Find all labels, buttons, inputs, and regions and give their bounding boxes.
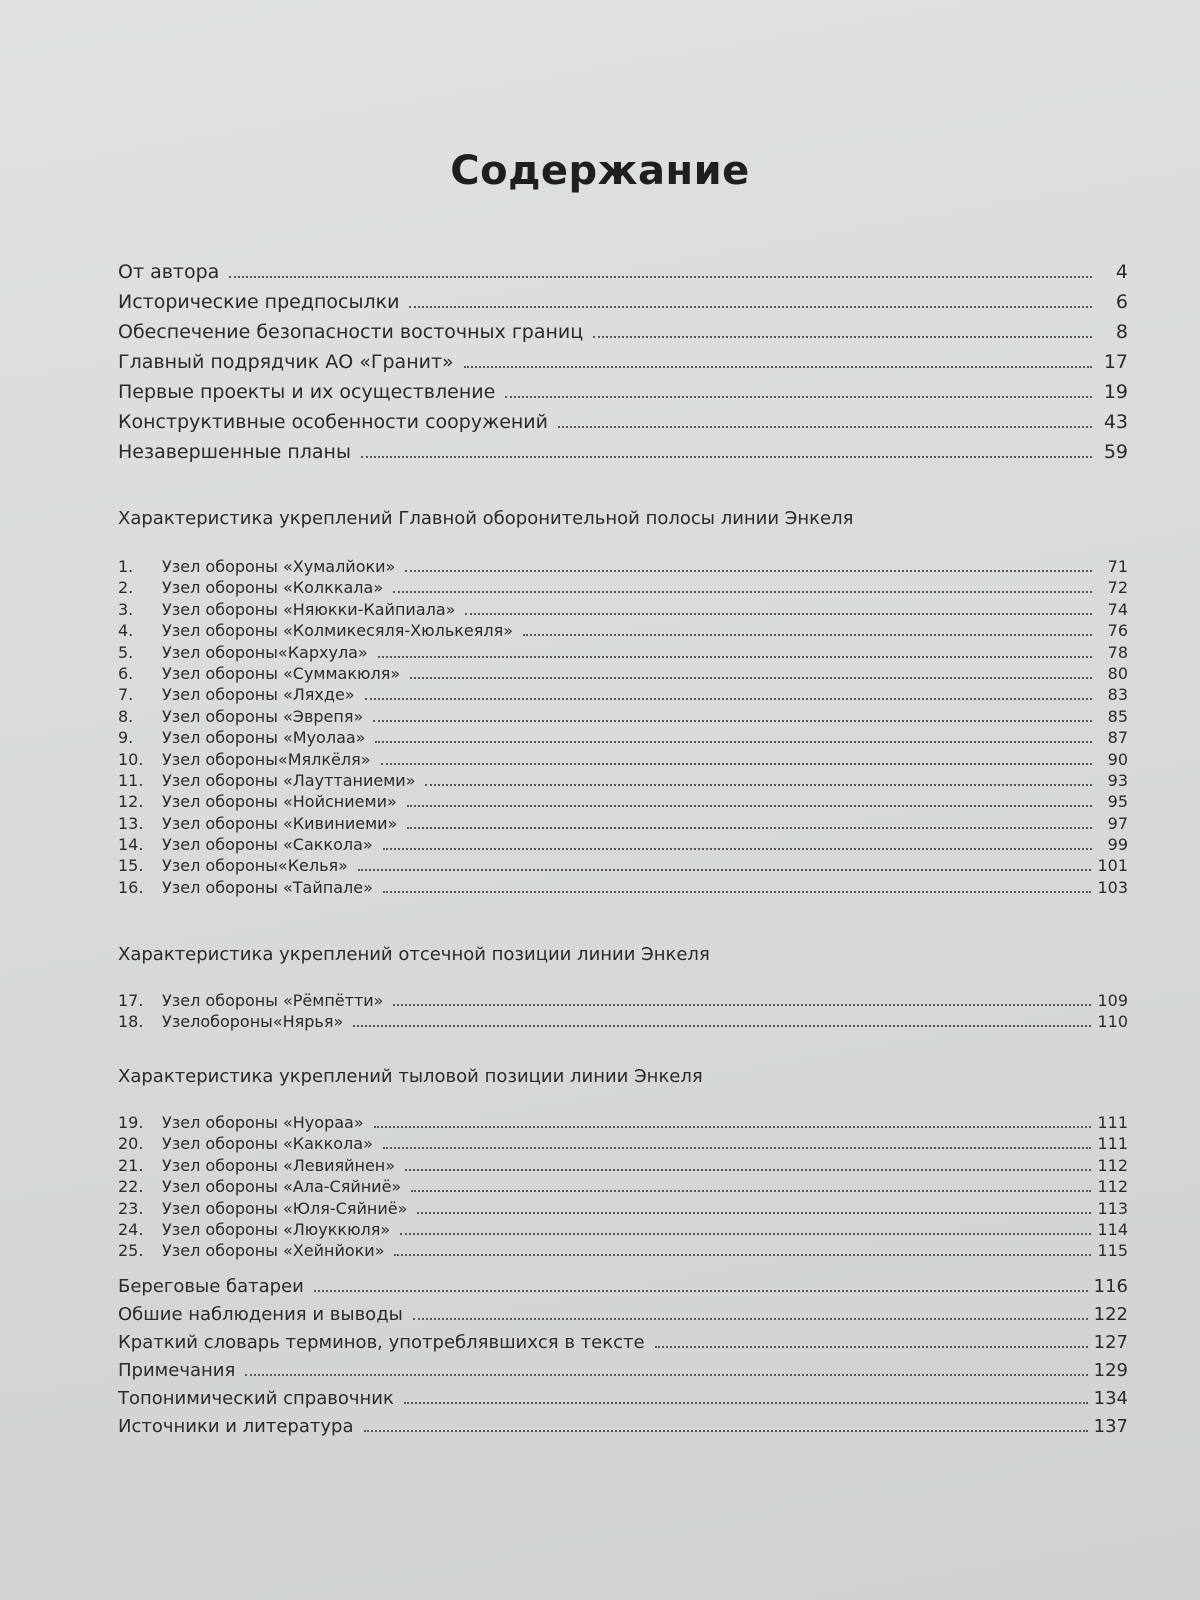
toc-entry-page: 97 xyxy=(1107,813,1128,833)
toc-entry-page: 134 xyxy=(1093,1388,1128,1409)
section-heading: Характеристика укреплений отсечной позиции линии Энкеля xyxy=(118,944,710,965)
dot-leader xyxy=(464,365,1092,368)
dot-leader xyxy=(374,1125,1092,1128)
dot-leader xyxy=(383,890,1092,893)
toc-entry-number: 18. xyxy=(118,1012,144,1032)
toc-entry-label: Узел обороны«Мялкёля» xyxy=(162,749,371,769)
page-title: Содержание xyxy=(450,148,750,194)
toc-entry-number: 5. xyxy=(118,642,134,662)
toc-entry-label: Главный подрядчик АО «Гранит» xyxy=(118,351,454,373)
toc-entry-number: 2. xyxy=(118,578,134,598)
toc-entry-label: Узел обороны «Нуораа» xyxy=(162,1113,364,1132)
toc-entry-page: 76 xyxy=(1107,621,1128,641)
toc-entry-label: Узел обороны «Левияйнен» xyxy=(162,1155,396,1175)
toc-entry-label: Узел обороны «Муолаа» xyxy=(162,728,366,748)
toc-entry-number: 1. xyxy=(118,557,134,576)
toc-entry-number: 3. xyxy=(118,599,134,619)
dot-leader xyxy=(410,676,1092,679)
toc-entry-page: 6 xyxy=(1115,291,1128,313)
toc-entry-page: 83 xyxy=(1107,685,1128,705)
toc-entry-label: Конструктивные особенности сооружений xyxy=(118,411,548,433)
dot-leader xyxy=(375,740,1092,743)
toc-entry-number: 15. xyxy=(118,856,144,876)
toc-entry-page: 17 xyxy=(1103,351,1128,373)
toc-intro-list xyxy=(118,257,1128,467)
toc-entry-page: 127 xyxy=(1093,1332,1128,1353)
toc-entry-label: Источники и литература xyxy=(118,1416,354,1437)
toc-entry-label: Узел обороны «Люуккюля» xyxy=(162,1219,391,1239)
dot-leader xyxy=(373,719,1092,722)
toc-entry-number: 13. xyxy=(118,813,144,833)
toc-entry-number: 9. xyxy=(118,728,134,748)
toc-entry-page: 137 xyxy=(1093,1416,1128,1437)
toc-entry xyxy=(118,1133,1128,1154)
toc-entry xyxy=(118,990,1128,1011)
toc-entry-label: Краткий словарь терминов, употреблявшихся в тексте xyxy=(118,1332,645,1353)
dot-leader xyxy=(393,590,1092,593)
toc-entry-label: Обеспечение безопасности восточных границ xyxy=(118,321,584,343)
toc-entry-number: 11. xyxy=(118,770,144,790)
toc-entry-number: 19. xyxy=(118,1113,144,1132)
toc-entry xyxy=(118,684,1128,705)
toc-entry xyxy=(118,834,1128,855)
dot-leader xyxy=(413,1317,1088,1320)
dot-leader xyxy=(417,1211,1091,1214)
dot-leader xyxy=(404,1401,1088,1404)
toc-entry xyxy=(118,1240,1128,1261)
toc-entry-number: 20. xyxy=(118,1134,144,1154)
toc-entry-number: 8. xyxy=(118,706,134,726)
toc-entry xyxy=(118,1011,1128,1032)
toc-entry-number: 24. xyxy=(118,1219,144,1239)
toc-entry-label: Узел обороны «Тайпале» xyxy=(162,877,373,897)
toc-entry xyxy=(118,1198,1128,1219)
toc-entry-label: Узел обороны «Колккала» xyxy=(162,578,384,598)
toc-entry-page: 110 xyxy=(1097,1012,1128,1032)
dot-leader xyxy=(409,305,1092,308)
toc-entry xyxy=(118,1413,1128,1441)
dot-leader xyxy=(364,1429,1088,1432)
dot-leader xyxy=(505,395,1092,398)
toc-entry-label: Узел обороны«Келья» xyxy=(162,856,348,876)
toc-entry xyxy=(118,1176,1128,1197)
toc-entry-label: От автора xyxy=(118,261,220,283)
dot-leader xyxy=(407,826,1092,829)
dot-leader xyxy=(383,847,1092,850)
toc-entry xyxy=(118,347,1128,377)
toc-entry-page: 99 xyxy=(1107,835,1128,855)
toc-entry-label: Узел обороны «Саккола» xyxy=(162,835,373,855)
dot-leader xyxy=(365,697,1092,700)
toc-entry xyxy=(118,855,1128,876)
toc-entry-number: 22. xyxy=(118,1177,144,1197)
toc-entry-page: 114 xyxy=(1097,1219,1128,1239)
toc-entry xyxy=(118,749,1128,770)
toc-entry-page: 129 xyxy=(1093,1360,1128,1381)
toc-entry-label: Узел обороны«Кархула» xyxy=(162,642,368,662)
toc-entry-label: Узел обороны «Рёмпётти» xyxy=(162,991,384,1010)
toc-section-rear-list xyxy=(118,1112,1128,1262)
toc-entry-number: 23. xyxy=(118,1198,144,1218)
toc-entry-page: 109 xyxy=(1097,991,1128,1010)
toc-entry-page: 113 xyxy=(1097,1198,1128,1218)
toc-entry-number: 7. xyxy=(118,685,134,705)
dot-leader xyxy=(393,1003,1091,1006)
toc-entry xyxy=(118,257,1128,287)
toc-section-main-list xyxy=(118,556,1128,898)
toc-entry xyxy=(118,556,1128,577)
toc-entry-page: 93 xyxy=(1107,770,1128,790)
dot-leader xyxy=(405,569,1092,572)
dot-leader xyxy=(407,804,1092,807)
toc-entry-label: Исторические предпосылки xyxy=(118,291,400,313)
toc-entry xyxy=(118,791,1128,812)
toc-entry-label: Незавершенные планы xyxy=(118,441,351,463)
toc-entry-page: 19 xyxy=(1103,381,1128,403)
toc-entry-label: Узел обороны «Ляхде» xyxy=(162,685,355,705)
dot-leader xyxy=(314,1289,1088,1292)
section-heading: Характеристика укреплений Главной оборонительной полосы линии Энкеля xyxy=(118,508,854,529)
toc-entry-page: 111 xyxy=(1097,1113,1128,1132)
toc-entry-label: Узел обороны «Юля-Сяйниё» xyxy=(162,1198,408,1218)
toc-entry xyxy=(118,577,1128,598)
toc-entry-label: Узел обороны «Хейнйоки» xyxy=(162,1241,385,1261)
toc-entry-number: 10. xyxy=(118,749,144,769)
toc-entry-number: 21. xyxy=(118,1155,144,1175)
dot-leader xyxy=(245,1373,1087,1376)
toc-entry xyxy=(118,877,1128,898)
section-heading: Характеристика укреплений тыловой позиции линии Энкеля xyxy=(118,1066,703,1087)
toc-entry-page: 122 xyxy=(1093,1304,1128,1325)
dot-leader xyxy=(411,1189,1091,1192)
toc-entry-page: 43 xyxy=(1103,411,1128,433)
toc-entry-label: Узел обороны «Каккола» xyxy=(162,1134,373,1154)
toc-entry xyxy=(118,1155,1128,1176)
toc-entry xyxy=(118,1219,1128,1240)
dot-leader xyxy=(229,275,1092,278)
toc-entry-page: 4 xyxy=(1115,261,1128,283)
dot-leader xyxy=(405,1168,1091,1171)
dot-leader xyxy=(353,1024,1091,1027)
toc-entry-label: Первые проекты и их осуществление xyxy=(118,381,496,403)
dot-leader xyxy=(655,1345,1088,1348)
dot-leader xyxy=(593,335,1092,338)
toc-entry xyxy=(118,642,1128,663)
toc-entry-label: Узел обороны «Ала-Сяйниё» xyxy=(162,1177,402,1197)
toc-entry-number: 16. xyxy=(118,877,144,897)
dot-leader xyxy=(381,762,1093,765)
dot-leader xyxy=(400,1232,1091,1235)
toc-entry-label: Узел обороны «Няюкки-Кайпиала» xyxy=(162,599,456,619)
dot-leader xyxy=(558,425,1092,428)
toc-entry xyxy=(118,287,1128,317)
toc-entry-page: 80 xyxy=(1107,663,1128,683)
dot-leader xyxy=(394,1253,1091,1256)
toc-entry xyxy=(118,1112,1128,1133)
toc-entry xyxy=(118,663,1128,684)
toc-entry-label: Узел обороны «Нойсниеми» xyxy=(162,792,397,812)
toc-entry-page: 78 xyxy=(1107,642,1128,662)
toc-entry xyxy=(118,1385,1128,1413)
dot-leader xyxy=(523,633,1092,636)
toc-entry-page: 85 xyxy=(1107,706,1128,726)
toc-entry-page: 112 xyxy=(1097,1177,1128,1197)
toc-entry xyxy=(118,317,1128,347)
toc-end-list xyxy=(118,1273,1128,1441)
dot-leader xyxy=(465,612,1092,615)
toc-entry-number: 12. xyxy=(118,792,144,812)
toc-entry xyxy=(118,727,1128,748)
dot-leader xyxy=(378,655,1092,658)
toc-entry-label: Береговые батареи xyxy=(118,1276,304,1297)
toc-entry-page: 8 xyxy=(1115,321,1128,343)
toc-entry-page: 95 xyxy=(1107,792,1128,812)
toc-entry-number: 14. xyxy=(118,835,144,855)
toc-entry-label: Узел обороны «Лауттаниеми» xyxy=(162,770,416,790)
toc-entry-label: Узел обороны «Эврепя» xyxy=(162,706,364,726)
toc-entry-label: Обшие наблюдения и выводы xyxy=(118,1304,403,1325)
toc-section-cutoff-list xyxy=(118,990,1128,1033)
toc-entry-number: 25. xyxy=(118,1241,144,1261)
toc-entry-page: 112 xyxy=(1097,1155,1128,1175)
toc-entry-page: 103 xyxy=(1097,877,1128,897)
toc-entry-page: 59 xyxy=(1103,441,1128,463)
toc-entry-page: 90 xyxy=(1107,749,1128,769)
dot-leader xyxy=(383,1146,1092,1149)
toc-entry-label: Узел обороны «Колмикесяля-Хюлькеяля» xyxy=(162,621,514,641)
toc-entry xyxy=(118,599,1128,620)
toc-entry xyxy=(118,407,1128,437)
toc-entry-label: Топонимический справочник xyxy=(118,1388,394,1409)
dot-leader xyxy=(361,455,1092,458)
toc-entry xyxy=(118,1301,1128,1329)
toc-entry xyxy=(118,770,1128,791)
toc-entry-label: Узелобороны«Нярья» xyxy=(162,1012,344,1032)
toc-entry-number: 6. xyxy=(118,663,134,683)
toc-entry-page: 115 xyxy=(1097,1241,1128,1261)
toc-entry-page: 74 xyxy=(1107,599,1128,619)
toc-entry-label: Узел обороны «Хумалйоки» xyxy=(162,557,396,576)
toc-entry xyxy=(118,706,1128,727)
toc-entry-page: 101 xyxy=(1097,856,1128,876)
toc-entry xyxy=(118,1357,1128,1385)
toc-entry xyxy=(118,377,1128,407)
dot-leader xyxy=(425,783,1092,786)
toc-entry-label: Примечания xyxy=(118,1360,236,1381)
toc-entry-page: 116 xyxy=(1093,1276,1128,1297)
toc-entry xyxy=(118,620,1128,641)
toc-entry-label: Узел обороны «Кивиниеми» xyxy=(162,813,398,833)
toc-entry xyxy=(118,1273,1128,1301)
toc-entry-page: 71 xyxy=(1107,557,1128,576)
toc-entry-page: 111 xyxy=(1097,1134,1128,1154)
toc-entry-label: Узел обороны «Суммакюля» xyxy=(162,663,401,683)
toc-entry-page: 87 xyxy=(1107,728,1128,748)
toc-entry-page: 72 xyxy=(1107,578,1128,598)
dot-leader xyxy=(358,868,1091,871)
toc-entry xyxy=(118,1329,1128,1357)
toc-entry-number: 17. xyxy=(118,991,144,1010)
toc-entry xyxy=(118,437,1128,467)
toc-entry xyxy=(118,813,1128,834)
toc-entry-number: 4. xyxy=(118,621,134,641)
